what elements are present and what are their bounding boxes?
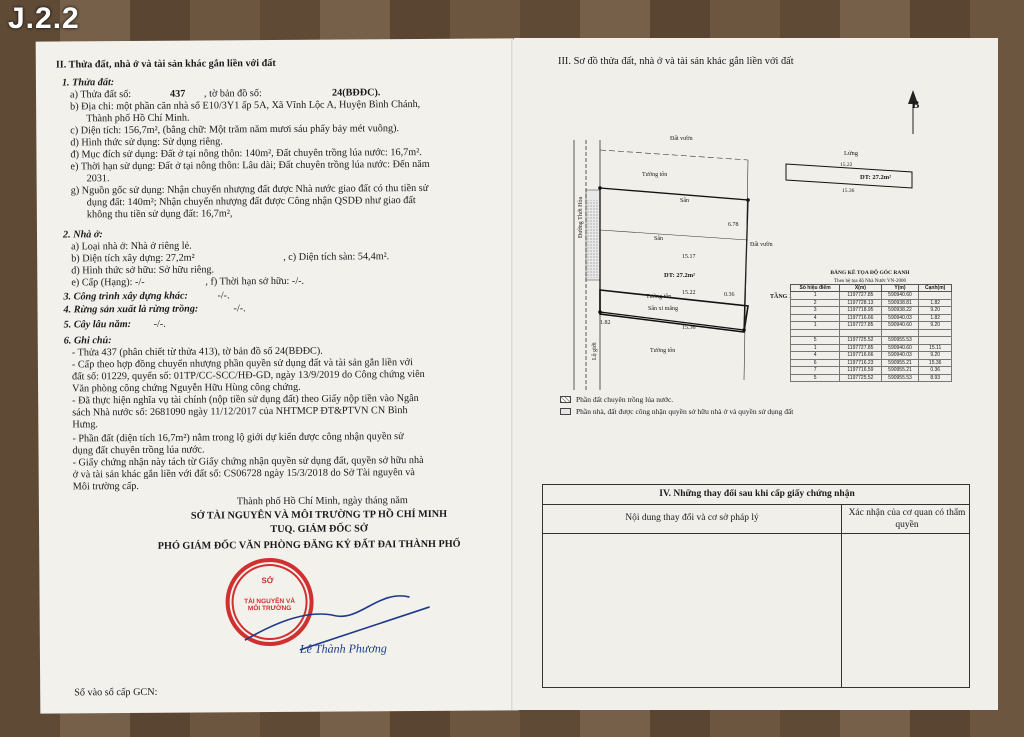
changes-box <box>542 484 970 688</box>
legend-rice-land: Phần đất chuyên trồng lúa nước. <box>576 395 674 404</box>
coord-table-subtitle: Theo hệ tọa độ Nhà Nước VN-2000 <box>834 279 906 284</box>
heading-other-works: 3. Công trình xây dựng khác: <box>63 290 188 303</box>
table-cell: 1.82 <box>919 299 952 307</box>
legend-swatch-recognized <box>560 408 571 415</box>
table-cell: 1197716.66 <box>840 352 881 360</box>
table-cell: 4 <box>791 352 840 360</box>
table-cell: 9.20 <box>919 307 952 315</box>
heading-land-plot: 1. Thửa đất: <box>61 77 115 89</box>
table-cell <box>919 292 952 300</box>
table-cell: 9.20 <box>919 352 952 360</box>
coord-table-title: BẢNG KÊ TỌA ĐỘ GÓC RANH <box>830 270 910 276</box>
heading-house: 2. Nhà ở: <box>62 229 103 241</box>
table-cell <box>881 329 919 337</box>
note-5: - Đã thực hiện nghĩa vụ tài chính (nộp tiền sử dụng đất) theo Giấy nộp tiền vào Ngân <box>72 393 419 407</box>
table-cell <box>840 329 881 337</box>
register-number-label: Số vào sổ cấp GCN: <box>74 686 158 699</box>
table-cell: 1197718.95 <box>840 307 881 315</box>
other-works-value: -/-. <box>217 290 230 302</box>
legend-recognized-land: Phần nhà, đất được công nhận quyền sở hữu nhà ở và quyền sử dụng đất <box>576 407 794 416</box>
issuer-position: PHÓ GIÁM ĐỐC VĂN PHÒNG ĐĂNG KÝ ĐẤT ĐAI THÀNH PHỐ <box>157 538 461 552</box>
table-cell: 5 <box>791 374 840 382</box>
table-cell: 1197727.85 <box>840 322 881 330</box>
house-ownership-term: , f) Thời hạn sở hữu: -/-. <box>205 275 305 288</box>
note-12: Môi trường cấp. <box>72 480 139 493</box>
label-area-main: DT: 27.2m² <box>664 272 696 279</box>
note-6: sách Nhà nước số: 2681090 ngày 11/12/2017 của NHTMCP ĐT&PTVN CN Bình <box>72 405 408 419</box>
table-cell: 1197716.66 <box>840 314 881 322</box>
right-page <box>514 38 998 710</box>
map-sheet-value: 24(BĐĐC). <box>331 87 381 99</box>
image-badge: J.2.2 <box>8 2 80 35</box>
table-cell: 590940.03 <box>881 352 919 360</box>
house-floor-area: , c) Diện tích sàn: 54,4m². <box>283 251 390 263</box>
north-label: B <box>912 99 920 111</box>
issuer-authority: TUQ. GIÁM ĐỐC SỞ <box>270 523 368 536</box>
coord-col-x: X(m) <box>840 285 881 292</box>
dim-15-17: 15.17 <box>682 254 696 260</box>
table-row <box>791 337 952 345</box>
table-cell: 590940.60 <box>881 344 919 352</box>
section-title-iii: III. Sơ đồ thửa đất, nhà ở và tài sản khác gắn liền với đất <box>558 56 794 67</box>
dim-15-36: 15.36 <box>682 325 696 331</box>
table-row <box>791 292 952 300</box>
table-cell: 1.82 <box>919 314 952 322</box>
mezz-dim-top: 15.22 <box>840 162 853 168</box>
table-row <box>791 314 952 322</box>
table-cell: 590955.21 <box>881 359 919 367</box>
address-line-1: b) Địa chỉ: một phần căn nhà số E10/3Y1 ấp 5A, Xã Vĩnh Lộc A, Huyện Bình Chánh, <box>70 98 421 113</box>
forest-value: -/-. <box>233 303 246 315</box>
north-arrow-icon <box>906 90 920 134</box>
table-row <box>791 307 952 315</box>
heading-forest: 4. Rừng sản xuất là rừng trồng: <box>63 303 199 316</box>
label-san-xi-mang: Sân xi măng <box>648 306 678 312</box>
coord-col-edge: Cạnh(m) <box>919 285 952 292</box>
table-cell: 1197727.85 <box>840 344 881 352</box>
area-line: c) Diện tích: 156,7m², (bằng chữ: Một trăm năm mươi sáu phẩy bảy mét vuông). <box>70 123 400 137</box>
table-row <box>791 329 952 337</box>
house-built-area: b) Diện tích xây dựng: 27,2m² <box>71 252 195 265</box>
coord-col-y: Y(m) <box>881 285 919 292</box>
label-tuong-ton-3: Tường tôn <box>650 348 676 354</box>
table-row <box>791 374 952 382</box>
perennial-value: -/-. <box>153 318 166 330</box>
house-grade: e) Cấp (Hạng): -/- <box>71 276 145 289</box>
table-cell: 5 <box>791 337 840 345</box>
dim-1-82: 1.82 <box>600 320 611 326</box>
note-1: - Thửa 437 (phân chiết từ thửa 413), tờ bản đồ số 24(BĐĐC). <box>71 345 323 359</box>
table-cell: 1197716.59 <box>840 367 881 375</box>
table-cell: 4 <box>791 314 840 322</box>
table-cell: 1 <box>791 292 840 300</box>
table-cell: 590955.53 <box>881 374 919 382</box>
label-road: Đường Thới Hòa <box>578 196 584 238</box>
table-row <box>791 322 952 330</box>
table-cell <box>919 337 952 345</box>
table-cell: 590940.60 <box>881 292 919 300</box>
table-row <box>791 352 952 360</box>
label-san-2: Sân <box>654 236 663 242</box>
changes-title: IV. Những thay đổi sau khi cấp giấy chứng nhận <box>659 489 855 499</box>
table-cell: 15.11 <box>919 344 952 352</box>
table-cell <box>791 329 840 337</box>
label-tuong-ton-2: Tường tôn <box>646 294 672 300</box>
mezz-dim-bottom: 15.36 <box>842 188 855 194</box>
origin-line-2: dụng đất: 140m²; Nhận chuyển nhượng đất được Công nhận QSDĐ như giao đất <box>86 195 416 209</box>
label-floor-1: TẦNG 1 <box>770 294 792 300</box>
origin-line-1: g) Nguồn gốc sử dụng: Nhận chuyển nhượng đất được Nhà nước giao đất có thu tiền sử <box>70 182 429 197</box>
heading-notes: 6. Ghi chú: <box>63 335 112 347</box>
dim-0-36: 0.36 <box>724 292 735 298</box>
table-cell: 590940.60 <box>881 322 919 330</box>
note-3: đất số: 01229, quyển số: 01TP/CC-SCC/HĐ-GD, ngày 13/9/2019 do Công chứng viên <box>71 368 425 383</box>
address-line-2: Thành phố Hồ Chí Minh. <box>86 112 190 125</box>
table-cell: 1197716.23 <box>840 359 881 367</box>
table-cell: 590938.22 <box>881 307 919 315</box>
signer-name: Lê Thành Phương <box>299 641 387 656</box>
table-cell: 590955.21 <box>881 367 919 375</box>
table-cell: 590955.53 <box>881 337 919 345</box>
table-row <box>791 359 952 367</box>
label-san-1: Sân <box>680 198 689 204</box>
seal-text-mid: TÀI NGUYÊN VÀ MÔI TRƯỜNG <box>244 597 296 613</box>
table-cell: 590938.81 <box>881 299 919 307</box>
table-cell: 7 <box>791 367 840 375</box>
note-7: Hưng. <box>72 419 98 431</box>
dim-15-22: 15.22 <box>682 290 696 296</box>
left-page <box>36 38 519 713</box>
table-cell: 3 <box>791 307 840 315</box>
issue-date-line: Thành phố Hồ Chí Minh, ngày tháng năm <box>236 495 408 508</box>
table-row <box>791 299 952 307</box>
note-11: ở và tài sản khác gắn liền với đất số: CS06728 ngày 15/3/2018 do Sở Tài nguyên và <box>72 467 415 481</box>
note-8: - Phần đất (diện tích 16,7m²) nằm trong lộ giới dự kiến được công nhận quyền sử <box>72 431 404 445</box>
table-cell <box>919 329 952 337</box>
house-ownership: d) Hình thức sở hữu: Sở hữu riêng. <box>71 264 215 277</box>
changes-col-content: Nội dung thay đổi và cơ sở pháp lý <box>625 513 759 523</box>
note-9: dụng đất chuyên trồng lúa nước. <box>72 444 205 457</box>
origin-line-3: không thu tiền sử dụng đất: 16,7m², <box>86 208 233 221</box>
seal-text-top: SỞ <box>261 576 274 586</box>
coord-col-point: Số hiệu điểm <box>791 285 840 292</box>
table-row <box>791 344 952 352</box>
map-sheet-label: , tờ bản đồ số: <box>203 88 262 100</box>
heading-perennial: 5. Cây lâu năm: <box>63 319 132 331</box>
table-cell: 1197725.52 <box>840 374 881 382</box>
issuer-org: SỞ TÀI NGUYÊN VÀ MÔI TRƯỜNG TP HỒ CHÍ MINH <box>190 508 448 522</box>
usage-term-2: 2031. <box>86 173 110 185</box>
table-cell: 6 <box>791 359 840 367</box>
table-cell: 590940.03 <box>881 314 919 322</box>
label-area-mezz: DT: 27.2m² <box>860 174 892 181</box>
usage-term-1: e) Thời hạn sử dụng: Đất ở tại nông thôn: Lâu dài; Đất chuyên trồng lúa nước: Đến năm <box>70 158 430 173</box>
coord-table <box>790 284 952 382</box>
usage-purpose: đ) Mục đích sử dụng: Đất ở tại nông thôn: 140m², Đất chuyên trồng lúa nước: 16,7m². <box>70 146 422 161</box>
label-road-boundary: Lộ giới <box>592 342 598 360</box>
house-type: a) Loại nhà ở: Nhà ở riêng lẻ. <box>71 240 192 253</box>
plot-number-label: a) Thửa đất số: <box>69 89 132 101</box>
table-row <box>791 367 952 375</box>
label-dat-vuon-right: Đất vườn <box>750 242 773 248</box>
changes-col-authority: Xác nhận của cơ quan có thẩm quyền <box>848 508 966 530</box>
note-2: - Cấp theo hợp đồng chuyển nhượng phần quyền sử dụng đất và tài sản gắn liền với <box>71 357 413 371</box>
dim-6-78: 6.78 <box>728 222 739 228</box>
note-10: - Giấy chứng nhận này tách từ Giấy chứng nhận quyền sử dụng đất, quyền sở hữu nhà <box>72 454 424 469</box>
table-cell: 15.36 <box>919 359 952 367</box>
note-4: Văn phòng công chứng Nguyễn Hữu Hùng công chứng. <box>72 381 301 395</box>
label-tuong-ton-1: Tường tôn <box>642 172 668 178</box>
label-dat-vuon-top: Đất vườn <box>670 136 693 142</box>
table-cell: 0.36 <box>919 367 952 375</box>
table-cell: 2 <box>791 299 840 307</box>
table-cell: 1197727.85 <box>840 292 881 300</box>
table-cell: 1197728.13 <box>840 299 881 307</box>
table-cell: 1 <box>791 344 840 352</box>
table-cell: 1 <box>791 322 840 330</box>
usage-form: d) Hình thức sử dụng: Sử dụng riêng. <box>70 136 223 149</box>
plot-number-value: 437 <box>169 88 186 100</box>
label-mezzanine: Lửng <box>844 150 858 157</box>
table-cell: 8.93 <box>919 374 952 382</box>
table-cell: 9.20 <box>919 322 952 330</box>
legend-swatch-rice <box>560 396 571 403</box>
table-cell: 1197725.52 <box>840 337 881 345</box>
section-title-ii: II. Thửa đất, nhà ở và tài sản khác gắn liền với đất <box>55 58 276 71</box>
